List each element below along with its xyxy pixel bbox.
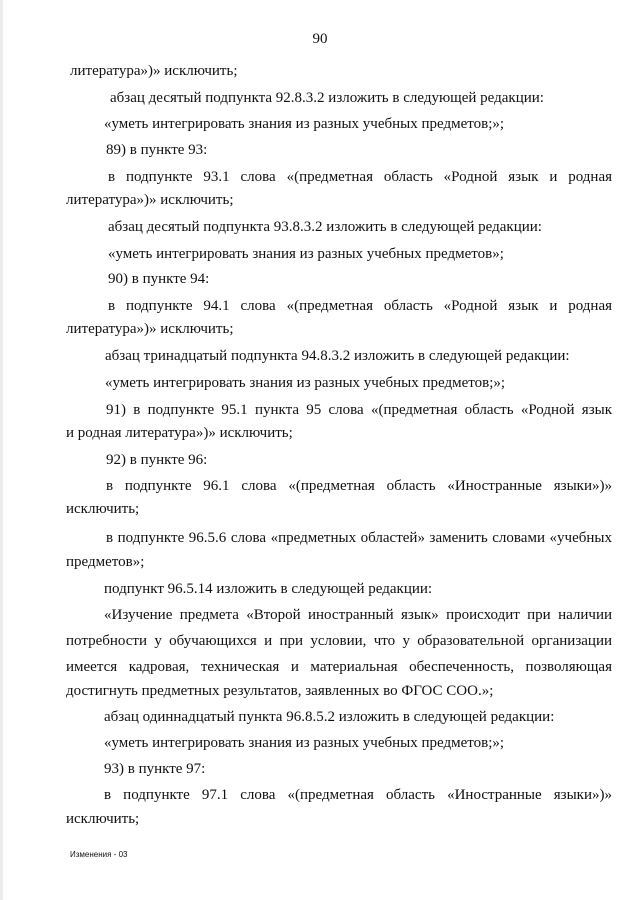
text-line: в подпункте 94.1 слова «(предметная область «Родной язык и родная [108,298,612,314]
text-line: имеется кадровая, техническая и материальная обеспеченность, позволяющая [66,659,612,675]
text-line: 90) в пункте 94: [108,271,210,287]
footer-note: Изменения - 03 [70,850,128,859]
text-line: в подпункте 93.1 слова «(предметная область «Родной язык и родная [108,169,612,185]
text-line: исключить; [66,811,140,827]
text-line: «Изучение предмета «Второй иностранный язык» происходит при наличии [104,607,612,623]
text-line: 89) в пункте 93: [106,142,208,158]
text-line: в подпункте 96.1 слова «(предметная область «Иностранные языки»)» [106,478,612,494]
text-line: исключить; [66,501,140,517]
text-line: литература»)» исключить; [70,63,238,79]
text-line: литература»)» исключить; [66,321,234,337]
text-line: абзац тринадцатый подпункта 94.8.3.2 изложить в следующей редакции: [105,348,570,364]
text-line: абзац десятый подпункта 92.8.3.2 изложить в следующей редакции: [110,90,544,106]
page-number: 90 [312,31,328,47]
text-line: достигнуть предметных результатов, заявленных во ФГОС СОО.»; [66,683,494,699]
text-line: подпункт 96.5.14 изложить в следующей редакции: [104,581,433,597]
text-line: 92) в пункте 96: [106,452,208,468]
text-line: абзац одиннадцатый пункта 96.8.5.2 изложить в следующей редакции: [104,709,555,725]
text-line: потребности у обучающихся и при условии, что у образовательной организации [66,633,612,649]
text-line: предметов»; [66,554,145,570]
text-line: 93) в пункте 97: [104,761,206,777]
text-line: «уметь интегрировать знания из разных учебных предметов;»; [104,735,505,751]
text-line: «уметь интегрировать знания из разных учебных предметов;»; [104,116,505,132]
text-line: в подпункте 97.1 слова «(предметная область «Иностранные языки»)» [104,787,612,803]
scan-edge [0,0,3,900]
text-line: «уметь интегрировать знания из разных учебных предметов»; [108,246,504,262]
text-line: в подпункте 96.5.6 слова «предметных областей» заменить словами «учебных [106,530,612,546]
text-line: абзац десятый подпункта 93.8.3.2 изложить в следующей редакции: [108,219,542,235]
text-line: и родная литература»)» исключить; [66,425,293,441]
text-line: литература»)» исключить; [66,192,234,208]
text-line: «уметь интегрировать знания из разных учебных предметов;»; [105,375,506,391]
text-line: 91) в подпункте 95.1 пункта 95 слова «(предметная область «Родной язык [106,402,612,418]
